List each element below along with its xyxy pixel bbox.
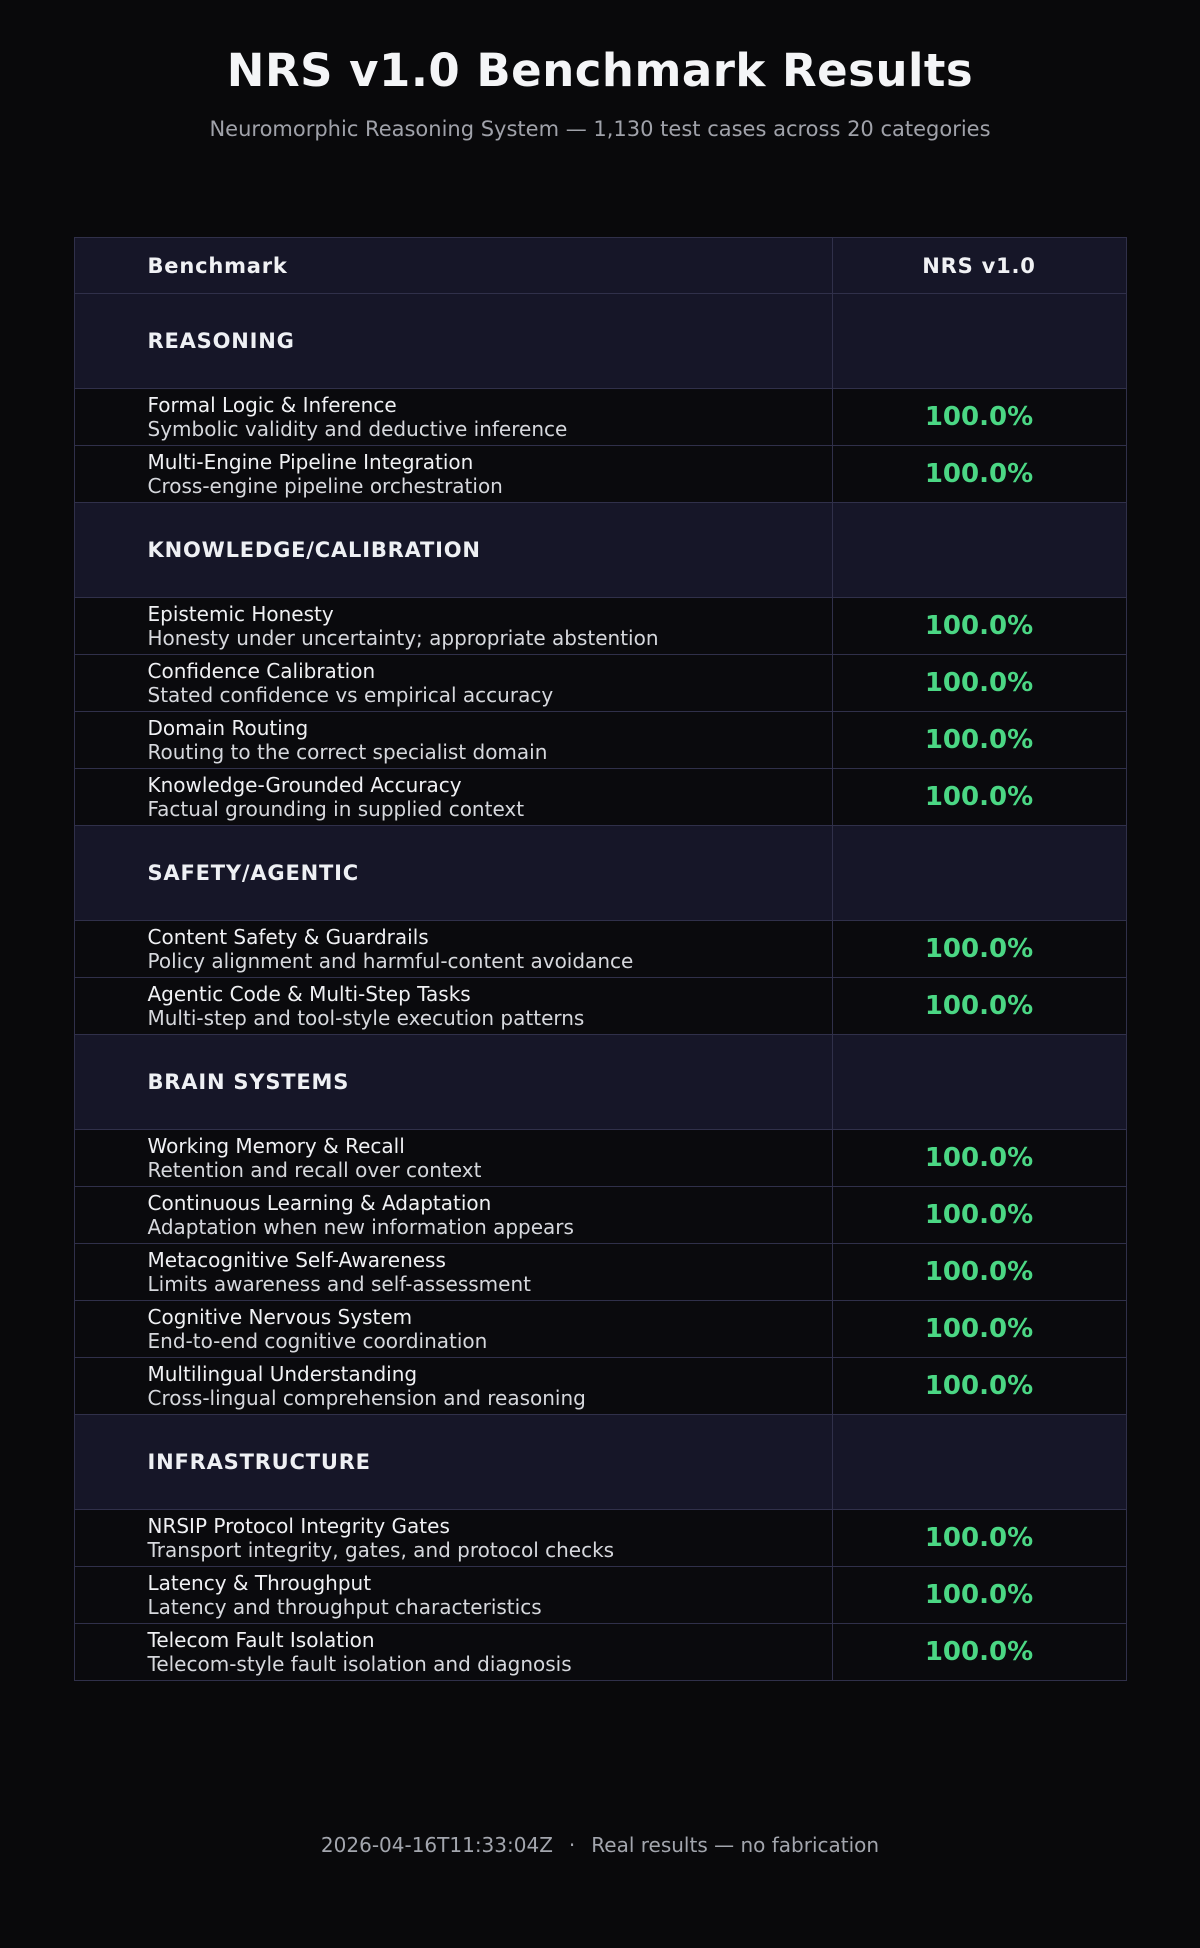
benchmark-cell bbox=[74, 1187, 832, 1244]
benchmark-name: Agentic Code & Multi-Step Tasks bbox=[147, 982, 471, 1006]
benchmark-cell bbox=[74, 1510, 832, 1567]
benchmark-cell bbox=[74, 1358, 832, 1415]
section-label: BRAIN SYSTEMS bbox=[74, 1035, 832, 1130]
benchmark-name: Telecom Fault Isolation bbox=[147, 1628, 375, 1652]
table-row bbox=[74, 446, 1126, 503]
table-header-row bbox=[74, 238, 1126, 294]
column-header-benchmark: Benchmark bbox=[74, 238, 832, 294]
benchmark-desc: Latency and throughput characteristics bbox=[147, 1595, 542, 1619]
benchmark-name: Confidence Calibration bbox=[147, 659, 376, 683]
table-row bbox=[74, 389, 1126, 446]
section-empty-cell bbox=[832, 294, 1126, 389]
benchmark-cell bbox=[74, 1624, 832, 1681]
benchmark-desc: Multi-step and tool-style execution patterns bbox=[147, 1006, 585, 1030]
score-value: 100.0% bbox=[832, 1624, 1126, 1681]
benchmark-name: Knowledge-Grounded Accuracy bbox=[147, 773, 462, 797]
benchmark-cell bbox=[74, 978, 832, 1035]
table-row bbox=[74, 1358, 1126, 1415]
benchmark-cell bbox=[74, 769, 832, 826]
benchmark-name: Working Memory & Recall bbox=[147, 1134, 405, 1158]
benchmark-desc: Stated confidence vs empirical accuracy bbox=[147, 683, 554, 707]
benchmark-desc: Limits awareness and self-assessment bbox=[147, 1272, 531, 1296]
benchmark-cell bbox=[74, 921, 832, 978]
section-empty-cell bbox=[832, 1415, 1126, 1510]
benchmark-name: Formal Logic & Inference bbox=[147, 393, 397, 417]
table-row bbox=[74, 769, 1126, 826]
table-row bbox=[74, 598, 1126, 655]
score-value: 100.0% bbox=[832, 389, 1126, 446]
footer-separator: · bbox=[568, 1833, 576, 1857]
benchmark-cell bbox=[74, 1130, 832, 1187]
benchmark-desc: Retention and recall over context bbox=[147, 1158, 482, 1182]
benchmark-cell bbox=[74, 712, 832, 769]
section-label: SAFETY/AGENTIC bbox=[74, 826, 832, 921]
benchmark-desc: Adaptation when new information appears bbox=[147, 1215, 574, 1239]
section-empty-cell bbox=[832, 503, 1126, 598]
section-label: INFRASTRUCTURE bbox=[74, 1415, 832, 1510]
page-title: NRS v1.0 Benchmark Results bbox=[226, 44, 974, 97]
table-row bbox=[74, 921, 1126, 978]
section-empty-cell bbox=[832, 826, 1126, 921]
table-row bbox=[74, 1301, 1126, 1358]
benchmark-desc: Telecom-style fault isolation and diagnosis bbox=[147, 1652, 572, 1676]
benchmark-cell bbox=[74, 389, 832, 446]
benchmark-desc: Routing to the correct specialist domain bbox=[147, 740, 548, 764]
benchmark-desc: Factual grounding in supplied context bbox=[147, 797, 525, 821]
benchmark-desc: Honesty under uncertainty; appropriate abstention bbox=[147, 626, 659, 650]
score-value: 100.0% bbox=[832, 655, 1126, 712]
section-label: KNOWLEDGE/CALIBRATION bbox=[74, 503, 832, 598]
footer-timestamp: 2026-04-16T11:33:04Z bbox=[320, 1833, 553, 1857]
score-value: 100.0% bbox=[832, 598, 1126, 655]
benchmark-desc: Symbolic validity and deductive inference bbox=[147, 417, 568, 441]
score-value: 100.0% bbox=[832, 1567, 1126, 1624]
section-header-row-knowledge-calibration bbox=[74, 503, 1126, 598]
benchmark-cell bbox=[74, 1301, 832, 1358]
section-header-row-infrastructure bbox=[74, 1415, 1126, 1510]
table-row bbox=[74, 1244, 1126, 1301]
score-value: 100.0% bbox=[832, 769, 1126, 826]
score-value: 100.0% bbox=[832, 1510, 1126, 1567]
table-row bbox=[74, 1130, 1126, 1187]
benchmark-cell bbox=[74, 1567, 832, 1624]
footer-note: Real results — no fabrication bbox=[591, 1833, 880, 1857]
score-value: 100.0% bbox=[832, 1301, 1126, 1358]
page-subtitle: Neuromorphic Reasoning System — 1,130 test cases across 20 categories bbox=[209, 117, 991, 141]
benchmark-cell bbox=[74, 446, 832, 503]
benchmark-name: Latency & Throughput bbox=[147, 1571, 372, 1595]
benchmark-name: Domain Routing bbox=[147, 716, 309, 740]
table-row bbox=[74, 655, 1126, 712]
footer bbox=[0, 1833, 1200, 1857]
table-row bbox=[74, 1567, 1126, 1624]
score-value: 100.0% bbox=[832, 446, 1126, 503]
section-header-row-reasoning bbox=[74, 294, 1126, 389]
benchmark-name: Cognitive Nervous System bbox=[147, 1305, 413, 1329]
column-header-nrs-v1: NRS v1.0 bbox=[832, 238, 1126, 294]
section-header-row-safety-agentic bbox=[74, 826, 1126, 921]
score-value: 100.0% bbox=[832, 921, 1126, 978]
table-row bbox=[74, 1624, 1126, 1681]
score-value: 100.0% bbox=[832, 978, 1126, 1035]
benchmark-desc: Transport integrity, gates, and protocol checks bbox=[147, 1538, 615, 1562]
section-label: REASONING bbox=[74, 294, 832, 389]
benchmark-name: Continuous Learning & Adaptation bbox=[147, 1191, 492, 1215]
benchmark-desc: End-to-end cognitive coordination bbox=[147, 1329, 488, 1353]
benchmark-name: NRSIP Protocol Integrity Gates bbox=[147, 1514, 450, 1538]
benchmark-name: Content Safety & Guardrails bbox=[147, 925, 429, 949]
benchmark-cell bbox=[74, 1244, 832, 1301]
benchmark-desc: Cross-engine pipeline orchestration bbox=[147, 474, 503, 498]
table-row bbox=[74, 978, 1126, 1035]
score-value: 100.0% bbox=[832, 712, 1126, 769]
table-row bbox=[74, 1510, 1126, 1567]
benchmark-cell bbox=[74, 598, 832, 655]
section-empty-cell bbox=[832, 1035, 1126, 1130]
benchmark-desc: Cross-lingual comprehension and reasoning bbox=[147, 1386, 586, 1410]
benchmark-name: Multi-Engine Pipeline Integration bbox=[147, 450, 474, 474]
score-value: 100.0% bbox=[832, 1358, 1126, 1415]
score-value: 100.0% bbox=[832, 1130, 1126, 1187]
benchmark-name: Epistemic Honesty bbox=[147, 602, 334, 626]
benchmark-cell bbox=[74, 655, 832, 712]
score-value: 100.0% bbox=[832, 1244, 1126, 1301]
benchmark-name: Multilingual Understanding bbox=[147, 1362, 418, 1386]
score-value: 100.0% bbox=[832, 1187, 1126, 1244]
table-row bbox=[74, 712, 1126, 769]
benchmark-results-table bbox=[74, 237, 1127, 1681]
table-row bbox=[74, 1187, 1126, 1244]
benchmark-name: Metacognitive Self-Awareness bbox=[147, 1248, 446, 1272]
benchmark-desc: Policy alignment and harmful-content avoidance bbox=[147, 949, 634, 973]
section-header-row-brain-systems bbox=[74, 1035, 1126, 1130]
